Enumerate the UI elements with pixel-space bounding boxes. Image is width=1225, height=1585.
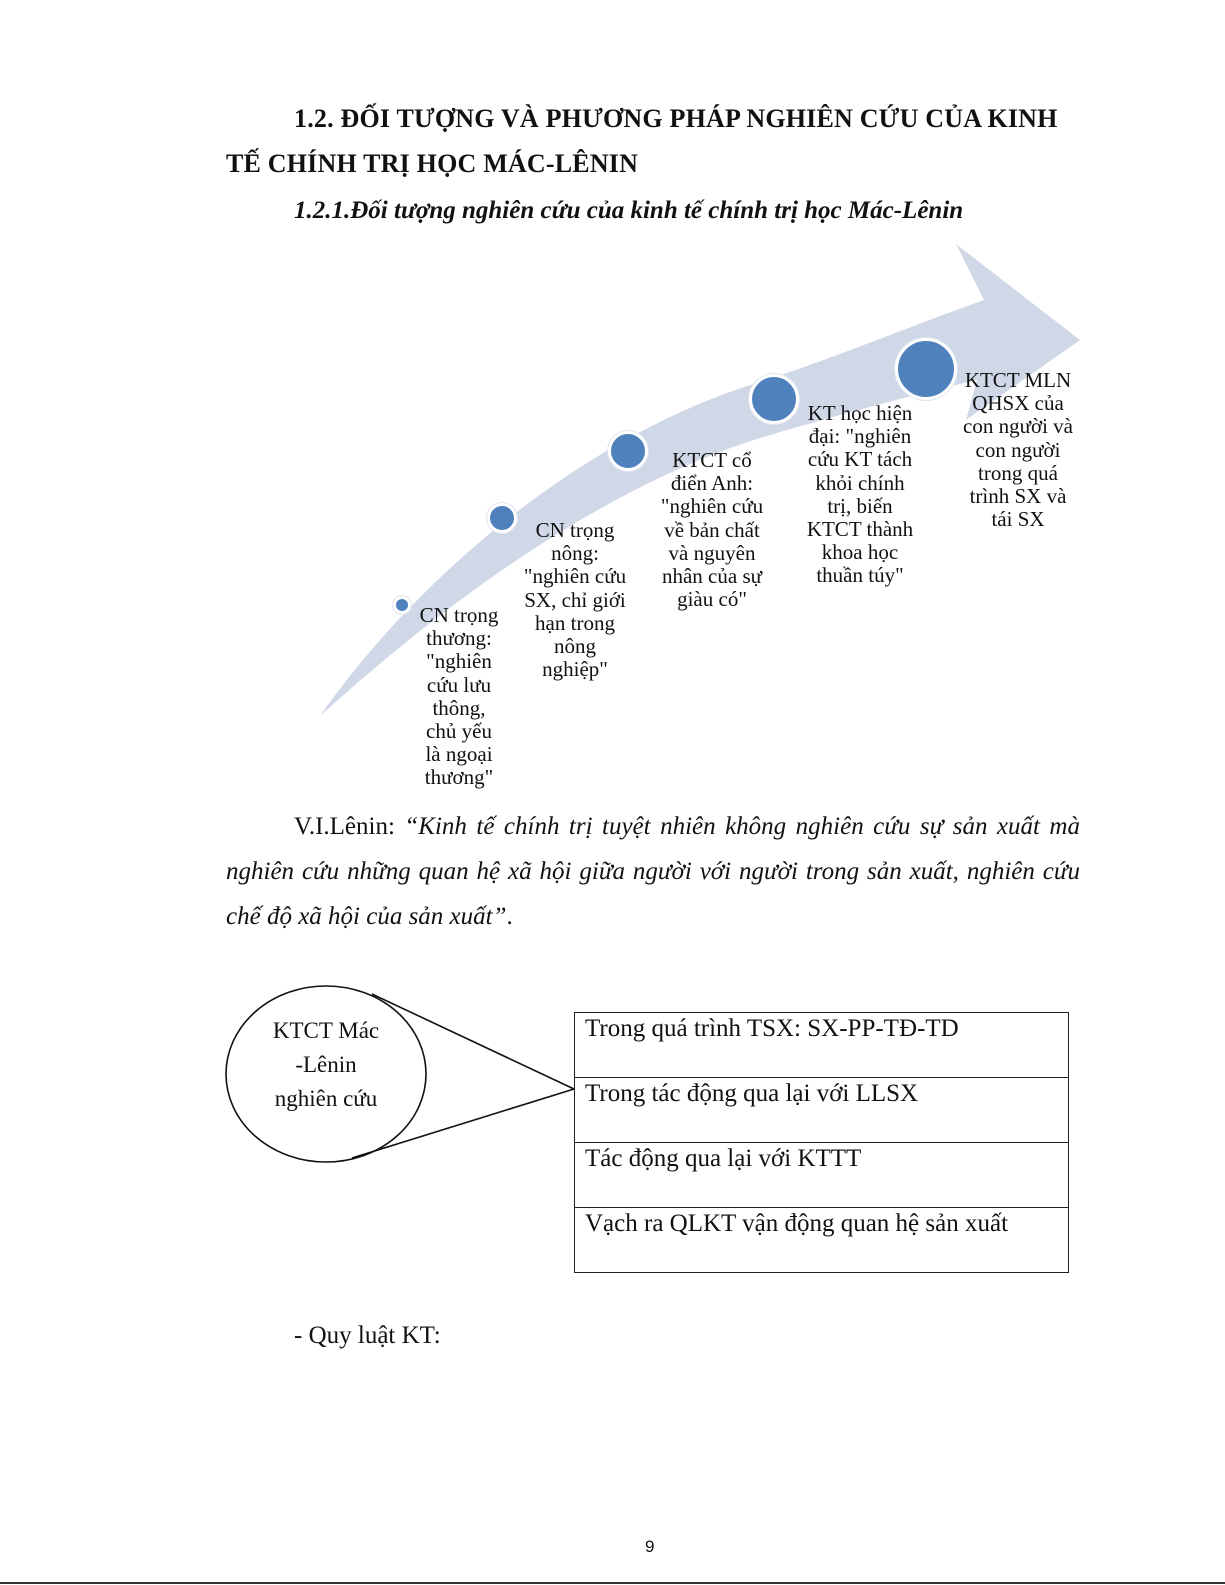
stage-label-3: KTCT cổ điển Anh: "nghiên cứu về bản chất và nguyên nhân của sự giàu có": [660, 448, 764, 612]
section-heading-line1: 1.2. ĐỐI TƯỢNG VÀ PHƯƠNG PHÁP NGHIÊN CỨU CỦA KINH: [294, 104, 1058, 133]
economic-law-line: - Quy luật KT:: [294, 1322, 441, 1349]
stage-label-5: KTCT MLN QHSX của con người và con người trong quá trình SX và tái SX: [963, 368, 1073, 532]
stage-label-2: CN trọng nông: "nghiên cứu SX, chỉ giới hạn trong nông nghiệp": [523, 518, 627, 682]
subsection-heading: 1.2.1.Đối tượng nghiên cứu của kinh tế chính trị học Mác-Lênin: [294, 197, 964, 224]
scope-box-4: Vạch ra QLKT vận động quan hệ sản xuất: [585, 1210, 1009, 1237]
quote-author: V.I.Lênin:: [294, 813, 405, 840]
section-heading-line2: TẾ CHÍNH TRỊ HỌC MÁC-LÊNIN: [226, 149, 639, 178]
stage-label-4: KT học hiện đại: "nghiên cứu KT tách khỏi chính trị, biến KTCT thành khoa học thuần túy": [806, 401, 914, 588]
page-bottom-rule: [0, 1582, 1225, 1584]
quote-text: “Kinh tế chính trị tuyệt nhiên không nghiên cứu sự sản xuất mà nghiên cứu những quan hệ xã hội giữa người với người trong sản xuất, nghiên cứu chế độ xã hội của sản xuất”: [226, 813, 1080, 930]
scope-boxes: [574, 1012, 1069, 1273]
quote-end: .: [506, 903, 513, 930]
scope-box-3: Tác động qua lại với KTTT: [575, 1143, 1068, 1208]
scope-box-1: Trong quá trình TSX: SX-PP-TĐ-TD: [575, 1013, 1068, 1078]
scope-box-2: Trong tác động qua lại với LLSX: [575, 1078, 1068, 1143]
ellipse-label: KTCT Mác -Lênin nghiên cứu: [272, 1018, 380, 1111]
page-number: 9: [645, 1537, 655, 1556]
stage-label-1: CN trọng thương: "nghiên cứu lưu thông, chủ yếu là ngoại thương": [419, 603, 499, 790]
